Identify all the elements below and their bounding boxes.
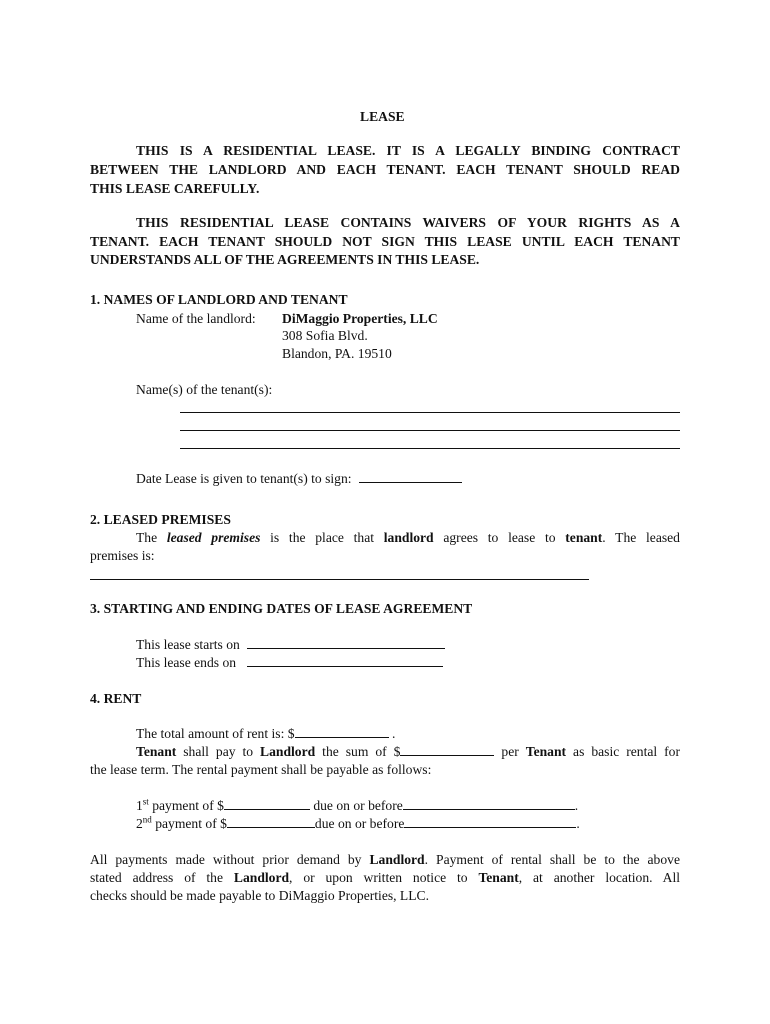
tenant-name-line-2[interactable] — [180, 430, 680, 431]
total-rent-label: The total amount of rent is: $ — [136, 726, 295, 741]
closing-line-3: checks should be made payable to DiMaggio Properties, LLC. — [90, 888, 430, 903]
tenant-name-line-3[interactable] — [180, 448, 680, 449]
section-2-heading: 2. LEASED PREMISES — [90, 512, 231, 527]
intro-2-line-3: UNDERSTANDS ALL OF THE AGREEMENTS IN THIS LEASE. — [90, 252, 480, 267]
lease-ends-label: This lease ends on — [136, 655, 237, 670]
total-rent-row: The total amount of rent is: $ . — [136, 726, 396, 741]
section-4-heading: 4. RENT — [90, 691, 142, 706]
date-given-row — [136, 470, 462, 488]
first-payment-date-blank[interactable] — [403, 797, 575, 810]
second-payment-row: 2nd payment of $ due on or before . — [136, 814, 580, 831]
first-payment-amount-blank[interactable] — [224, 797, 310, 810]
intro-1-line-3: THIS LEASE CAREFULLY. — [90, 181, 260, 196]
intro-1-line-1: THIS IS A RESIDENTIAL LEASE. IT IS A LEGALLY BINDING CONTRACT — [136, 143, 680, 158]
premises-text-line-2: premises is: — [90, 548, 155, 563]
tenants-label: Name(s) of the tenant(s): — [136, 382, 273, 397]
lease-ends-row — [136, 654, 443, 672]
rent-payment-line-1: Tenant shall pay to Landlord the sum of $ per Tenant as basic rental for — [136, 744, 680, 759]
second-payment-amount-blank[interactable] — [227, 815, 315, 828]
document-title: LEASE — [360, 109, 405, 124]
date-given-label: Date Lease is given to tenant(s) to sign: — [136, 471, 352, 486]
landlord-address-line-2: Blandon, PA. 19510 — [282, 346, 392, 361]
lease-starts-label: This lease starts on — [136, 637, 240, 652]
intro-2-line-2: TENANT. EACH TENANT SHOULD NOT SIGN THIS LEASE UNTIL EACH TENANT — [90, 234, 680, 249]
section-1-heading: 1. NAMES OF LANDLORD AND TENANT — [90, 292, 348, 307]
closing-line-1: All payments made without prior demand by Landlord. Payment of rental shall be to the above — [90, 852, 680, 867]
premises-address-line[interactable] — [90, 579, 589, 580]
landlord-name: DiMaggio Properties, LLC — [282, 311, 438, 326]
lease-ends-blank[interactable] — [247, 654, 443, 667]
tenant-name-line-1[interactable] — [180, 412, 680, 413]
landlord-address-line-1: 308 Sofia Blvd. — [282, 328, 368, 343]
rent-sum-blank[interactable] — [400, 743, 494, 756]
intro-1-line-2: BETWEEN THE LANDLORD AND EACH TENANT. EACH TENANT SHOULD READ — [90, 162, 680, 177]
premises-text-line-1: The leased premises is the place that landlord agrees to lease to tenant. The leased — [136, 530, 680, 545]
rent-payment-line-2: the lease term. The rental payment shall be payable as follows: — [90, 762, 432, 777]
intro-2-line-1: THIS RESIDENTIAL LEASE CONTAINS WAIVERS OF YOUR RIGHTS AS A — [136, 215, 680, 230]
section-3-heading: 3. STARTING AND ENDING DATES OF LEASE AGREEMENT — [90, 601, 473, 616]
lease-starts-blank[interactable] — [247, 636, 445, 649]
landlord-label: Name of the landlord: — [136, 311, 256, 326]
date-given-blank[interactable] — [359, 470, 462, 483]
second-payment-date-blank[interactable] — [404, 815, 576, 828]
closing-line-2: stated address of the Landlord, or upon written notice to Tenant, at another location. All — [90, 870, 680, 885]
lease-starts-row — [136, 636, 445, 654]
first-payment-row: 1st payment of $ due on or before . — [136, 796, 579, 813]
total-rent-blank[interactable] — [295, 725, 389, 738]
